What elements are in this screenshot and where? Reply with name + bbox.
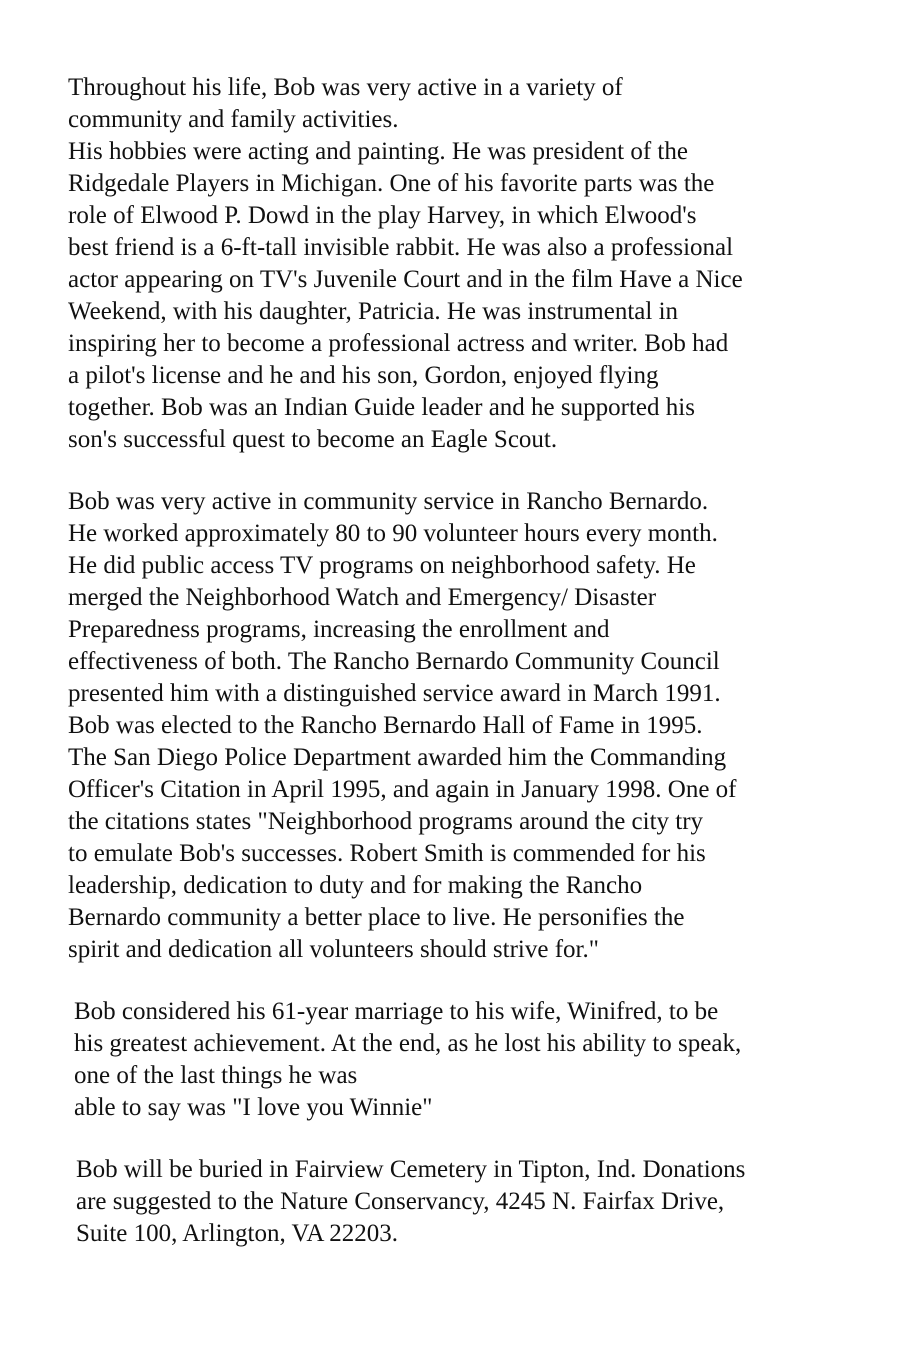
text-line: Suite 100, Arlington, VA 22203. <box>76 1220 399 1247</box>
text-line: Bob was very active in community service in Rancho Bernardo. <box>68 488 709 515</box>
text-line: actor appearing on TV's Juvenile Court and in the film Have a Nice <box>68 266 743 293</box>
text-line: to emulate Bob's successes. Robert Smith is commended for his <box>68 840 706 867</box>
text-line: role of Elwood P. Dowd in the play Harvey, in which Elwood's <box>68 202 697 229</box>
text-line: able to say was "I love you Winnie" <box>74 1094 433 1121</box>
text-line: Bob will be buried in Fairview Cemetery in Tipton, Ind. Donations <box>76 1156 746 1183</box>
text-line: together. Bob was an Indian Guide leader and he supported his <box>68 394 695 421</box>
text-line: spirit and dedication all volunteers should strive for." <box>68 936 599 963</box>
text-line: best friend is a 6-ft-tall invisible rabbit. He was also a professional <box>68 234 734 261</box>
paragraph-burial <box>76 1154 856 1250</box>
text-line: Bob was elected to the Rancho Bernardo Hall of Fame in 1995. <box>68 712 703 739</box>
text-line: son's successful quest to become an Eagle Scout. <box>68 426 558 453</box>
text-line: one of the last things he was <box>74 1062 358 1089</box>
text-line: inspiring her to become a professional actress and writer. Bob had <box>68 330 729 357</box>
text-line: leadership, dedication to duty and for making the Rancho <box>68 872 643 899</box>
text-line: Weekend, with his daughter, Patricia. He was instrumental in <box>68 298 679 325</box>
text-line: community and family activities. <box>68 106 399 133</box>
text-line: his greatest achievement. At the end, as he lost his ability to speak, <box>74 1030 742 1057</box>
text-line: Ridgedale Players in Michigan. One of his favorite parts was the <box>68 170 715 197</box>
text-line: He worked approximately 80 to 90 volunteer hours every month. <box>68 520 718 547</box>
text-line: effectiveness of both. The Rancho Bernardo Community Council <box>68 648 720 675</box>
text-line: Preparedness programs, increasing the enrollment and <box>68 616 610 643</box>
text-line: the citations states "Neighborhood programs around the city try <box>68 808 704 835</box>
text-line: are suggested to the Nature Conservancy, 4245 N. Fairfax Drive, <box>76 1188 725 1215</box>
text-line: Bernardo community a better place to live. He personifies the <box>68 904 685 931</box>
text-line: His hobbies were acting and painting. He was president of the <box>68 138 688 165</box>
text-line: presented him with a distinguished service award in March 1991. <box>68 680 721 707</box>
paragraph-community-service <box>68 486 848 966</box>
text-line: a pilot's license and he and his son, Gordon, enjoyed flying <box>68 362 659 389</box>
paragraph-activities <box>68 72 848 456</box>
text-line: Bob considered his 61-year marriage to his wife, Winifred, to be <box>74 998 719 1025</box>
text-line: The San Diego Police Department awarded him the Commanding <box>68 744 727 771</box>
text-line: Throughout his life, Bob was very active in a variety of <box>68 74 623 101</box>
text-line: merged the Neighborhood Watch and Emergency/ Disaster <box>68 584 657 611</box>
paragraph-marriage <box>74 996 854 1124</box>
text-line: Officer's Citation in April 1995, and again in January 1998. One of <box>68 776 737 803</box>
text-line: He did public access TV programs on neighborhood safety. He <box>68 552 696 579</box>
